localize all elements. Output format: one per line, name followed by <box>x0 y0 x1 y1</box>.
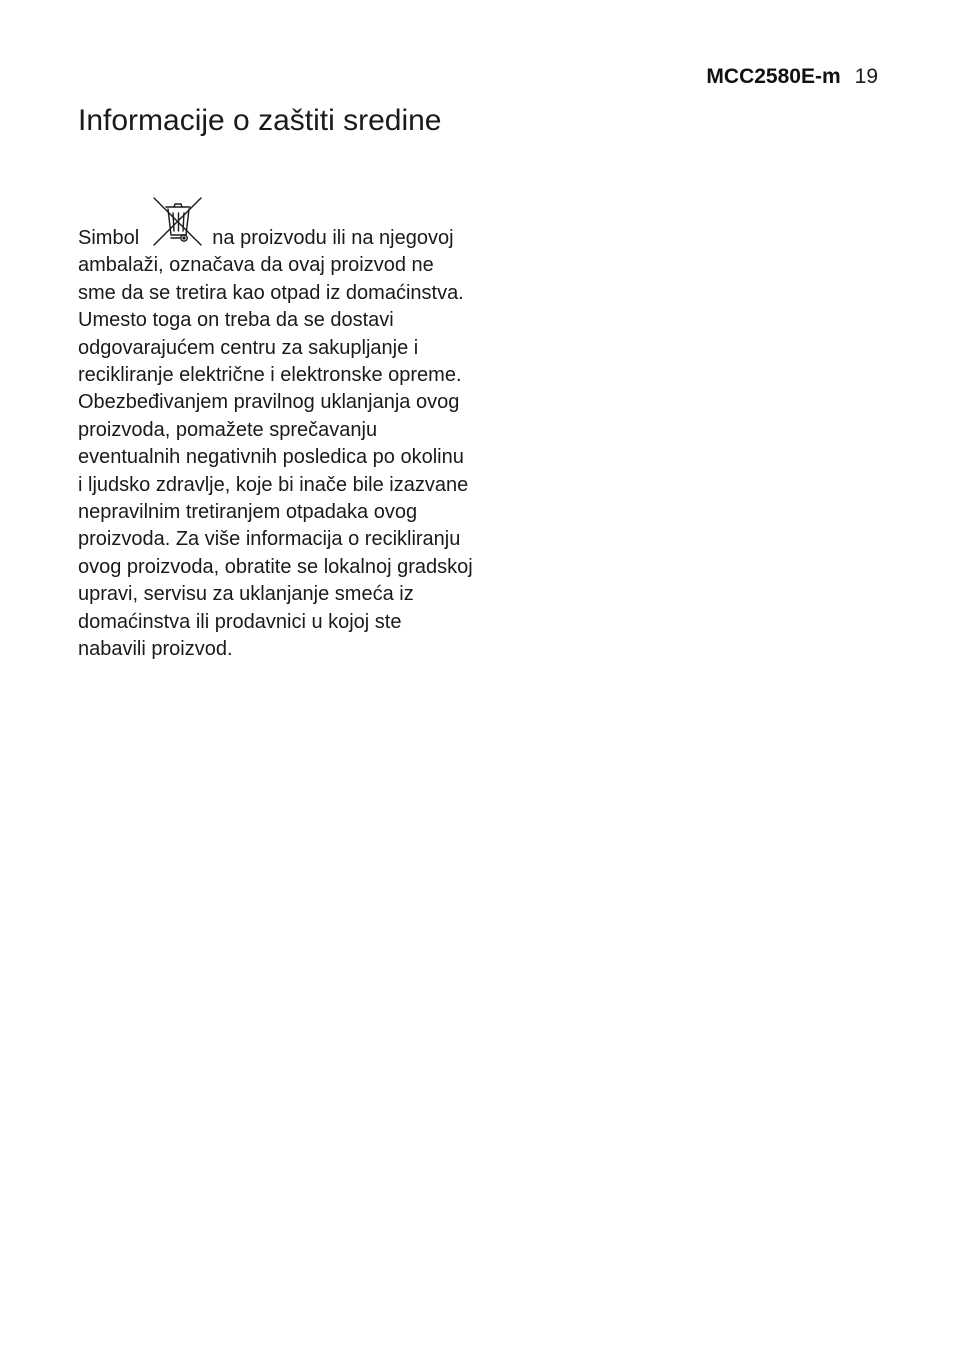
section-title: Informacije o zaštiti sredine <box>78 104 442 137</box>
crossed-out-wheelie-bin-icon <box>149 196 205 248</box>
body-paragraph <box>78 196 473 664</box>
page-number: 19 <box>854 65 878 88</box>
model-number: MCC2580E-m <box>706 65 841 88</box>
paragraph-rest: na proizvodu ili na njegovoj ambalaži, označava da ovaj proizvod ne sme da se tretira kao otpad iz domaćinstva. Umesto toga on treba da se dostavi odgovarajućem centru za sakupljanje i recikliranje električne i elektronske opreme. Obezbeđivanjem pravilnog uklanjanja ovog proizvoda, pomažete sprečavanju eventualnih negativnih posledica po okolinu i ljudsko zdravlje, koje bi inače bile izazvane nepravilnim tretiranjem otpadaka ovog proizvoda. Za više informacija o recikliranju ovog proizvoda, obratite se lokalnoj gradskoj upravi, servisu za uklanjanje smeća iz domaćinstva ili prodavnici u kojoj ste nabavili proizvod. <box>78 227 473 661</box>
page-header <box>706 64 878 90</box>
paragraph-prefix: Simbol <box>78 227 140 249</box>
